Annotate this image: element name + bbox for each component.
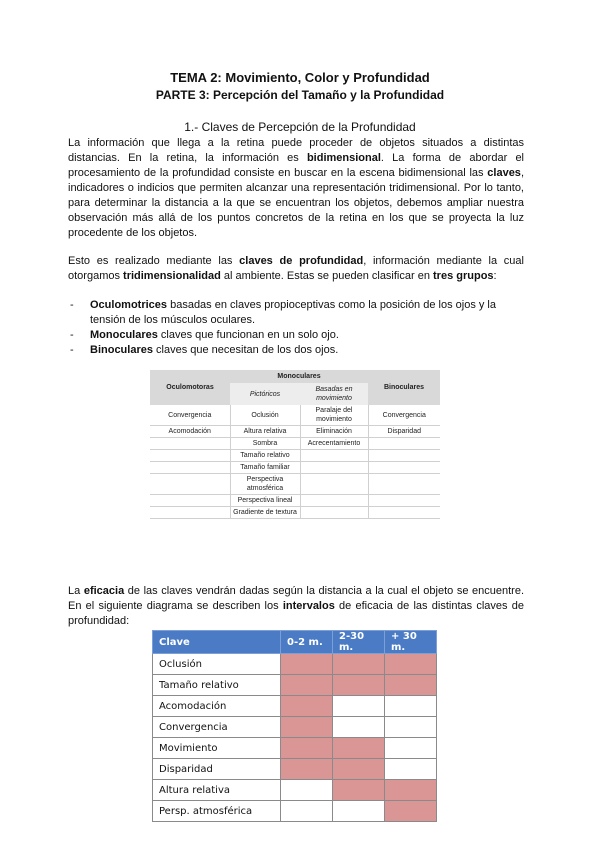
empty-range-cell [333, 696, 385, 717]
table-row [153, 780, 437, 801]
header-pictoricos: Pictóricos [230, 383, 300, 405]
table-cell [150, 507, 230, 519]
table-cell [150, 438, 230, 450]
cues-classification-table [150, 370, 440, 519]
cue-label: Tamaño relativo [153, 675, 281, 696]
table-cell: Gradiente de textura [230, 507, 300, 519]
table-cell: Eliminación [300, 426, 368, 438]
table-cell: Tamaño familiar [230, 462, 300, 474]
empty-range-cell [333, 801, 385, 822]
table-cell: Disparidad [368, 426, 440, 438]
effective-range-cell [385, 801, 437, 822]
header-binoculares: Binoculares [368, 370, 440, 405]
header-30m-plus: + 30 m. [385, 631, 437, 654]
table-cell: Paralaje del movimiento [300, 405, 368, 426]
table-cell [368, 495, 440, 507]
effective-range-cell [333, 654, 385, 675]
table-cell [368, 462, 440, 474]
empty-range-cell [385, 717, 437, 738]
table-cell [300, 507, 368, 519]
table-cell: Oclusión [230, 405, 300, 426]
table-cell [300, 495, 368, 507]
table-row [153, 801, 437, 822]
table-cell: Convergencia [150, 405, 230, 426]
empty-range-cell [385, 738, 437, 759]
efficacy-interval-table [152, 630, 437, 822]
section-heading: 1.- Claves de Percepción de la Profundidad [184, 120, 416, 134]
table-row [153, 738, 437, 759]
table-cell: Convergencia [368, 405, 440, 426]
table-cell [300, 474, 368, 495]
header-oculomotoras: Oculomotoras [150, 370, 230, 405]
table-row [153, 717, 437, 738]
cue-label: Persp. atmosférica [153, 801, 281, 822]
cue-label: Movimiento [153, 738, 281, 759]
table-cell: Tamaño relativo [230, 450, 300, 462]
cue-label: Disparidad [153, 759, 281, 780]
table-cell [150, 474, 230, 495]
table-cell: Acrecentamiento [300, 438, 368, 450]
bullet-oculomotrices: - Oculomotrices basadas en claves propioceptivas como la posición de los ojos y la tensión de los músculos oculares. [70, 299, 496, 326]
table-cell [368, 450, 440, 462]
table-cell [300, 462, 368, 474]
cue-label: Convergencia [153, 717, 281, 738]
effective-range-cell [281, 759, 333, 780]
table-row [150, 450, 440, 462]
table-row [153, 675, 437, 696]
table-row [150, 462, 440, 474]
table-row [153, 759, 437, 780]
header-2-30m: 2-30 m. [333, 631, 385, 654]
effective-range-cell [385, 675, 437, 696]
cue-label: Oclusión [153, 654, 281, 675]
table-row [153, 696, 437, 717]
paragraph-efficacy: La eficacia de las claves vendrán dadas según la distancia a la cual el objeto se encuentre. En el siguiente diagrama se describen los intervalos de eficacia de las distintas claves de profundidad: [68, 585, 525, 627]
empty-range-cell [385, 696, 437, 717]
document-title: TEMA 2: Movimiento, Color y Profundidad [170, 70, 430, 85]
table-row [150, 405, 440, 426]
table-cell [368, 438, 440, 450]
paragraph-intro: La información que llega a la retina puede proceder de objetos situados a distintas distancias. En la retina, la información es bidimensional. La forma de abordar el procesamiento de la profundidad consiste en buscar en la escena bidimensional las claves, indicadores o indicios que permiten alcanzar una representación tridimensional. Por lo tanto, para determinar la distancia a la que se encuentran los objetos, debemos ampliar nuestra observación más allá de los puntos concretos de la retina en los que se proyecta la luz procedente de los objetos. [68, 137, 525, 239]
table-row [150, 495, 440, 507]
table-row [153, 654, 437, 675]
effective-range-cell [333, 675, 385, 696]
table-cell: Perspectiva lineal [230, 495, 300, 507]
header-clave: Clave [153, 631, 281, 654]
effective-range-cell [281, 738, 333, 759]
table-cell [150, 495, 230, 507]
empty-range-cell [385, 759, 437, 780]
table-cell [368, 507, 440, 519]
empty-range-cell [281, 801, 333, 822]
table-cell [300, 450, 368, 462]
effective-range-cell [281, 696, 333, 717]
table-cell [368, 474, 440, 495]
table-cell: Altura relativa [230, 426, 300, 438]
document-subtitle: PARTE 3: Percepción del Tamaño y la Profundidad [155, 88, 445, 102]
effective-range-cell [385, 654, 437, 675]
table-cell: Acomodación [150, 426, 230, 438]
paragraph-depth-cues: Esto es realizado mediante las claves de profundidad, información mediante la cual otorgamos tridimensionalidad al ambiente. Estas se pueden clasificar en tres grupos: [68, 255, 524, 282]
header-0-2m: 0-2 m. [281, 631, 333, 654]
header-movimiento: Basadas en movimiento [300, 383, 368, 405]
table-cell: Perspectiva atmosférica [230, 474, 300, 495]
effective-range-cell [333, 738, 385, 759]
effective-range-cell [333, 759, 385, 780]
cue-label: Acomodación [153, 696, 281, 717]
cue-label: Altura relativa [153, 780, 281, 801]
table-row [150, 474, 440, 495]
effective-range-cell [333, 780, 385, 801]
effective-range-cell [281, 717, 333, 738]
empty-range-cell [281, 780, 333, 801]
table-row [150, 426, 440, 438]
bullet-binoculares: - Binoculares claves que necesitan de los dos ojos. [70, 344, 339, 356]
effective-range-cell [281, 654, 333, 675]
effective-range-cell [385, 780, 437, 801]
header-monoculares: Monoculares [230, 370, 368, 383]
table-row [150, 438, 440, 450]
bullet-monoculares: - Monoculares claves que funcionan en un solo ojo. [70, 329, 339, 341]
empty-range-cell [333, 717, 385, 738]
table-cell [150, 450, 230, 462]
table-row [150, 507, 440, 519]
table-cell: Sombra [230, 438, 300, 450]
table-cell [150, 462, 230, 474]
effective-range-cell [281, 675, 333, 696]
